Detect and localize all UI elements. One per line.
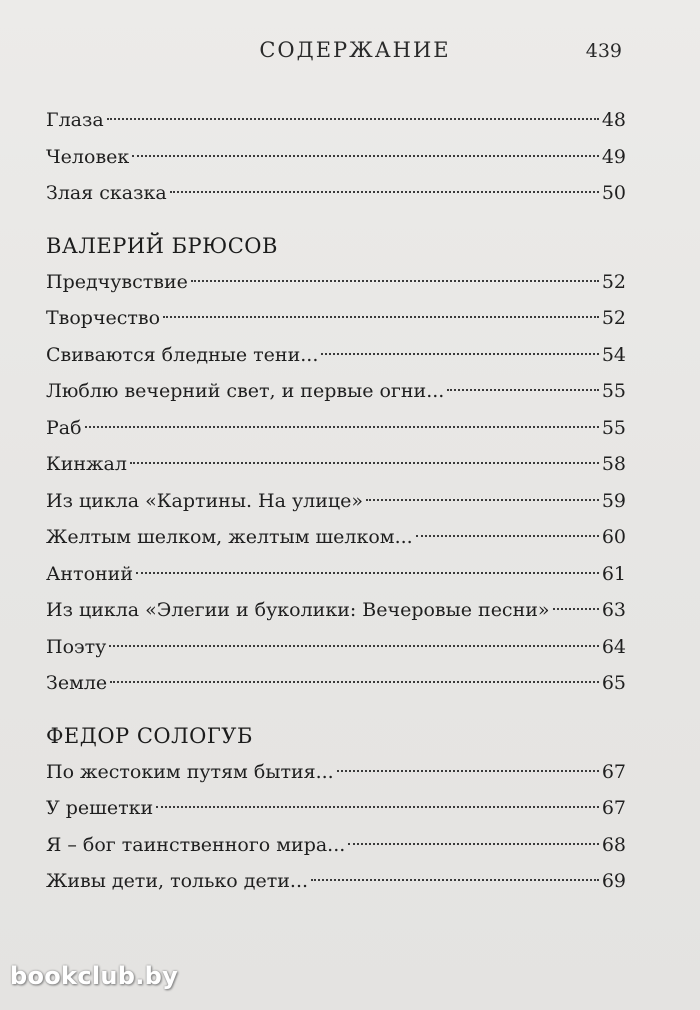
entry-page-number: 67: [601, 760, 626, 783]
entry-title: Творчество: [46, 307, 161, 329]
dot-leader: [366, 499, 599, 501]
entry-page-number: 52: [601, 307, 626, 329]
section-heading: ФЕДОР СОЛОГУБ: [46, 723, 253, 748]
page-title: СОДЕРЖАНИЕ: [259, 38, 451, 62]
dot-leader: [156, 806, 599, 808]
entry-page-number: 55: [601, 416, 626, 439]
dot-leader: [107, 118, 599, 120]
entry-title: У решетки: [46, 797, 154, 819]
toc-entry: [46, 754, 626, 791]
toc-entry: [46, 863, 626, 900]
entry-page-number: 63: [601, 599, 626, 621]
dot-leader: [110, 681, 599, 683]
dot-leader: [163, 316, 599, 318]
dot-leader: [170, 191, 599, 193]
toc-entry: [46, 592, 626, 629]
dot-leader: [447, 389, 598, 391]
toc-entry: [46, 373, 626, 410]
toc-entry: [46, 556, 626, 593]
entry-page-number: 48: [601, 109, 626, 131]
entry-title: Раб: [46, 416, 82, 439]
entry-page-number: 67: [601, 797, 626, 819]
toc-entry: [46, 665, 626, 702]
entry-title: Человек: [46, 145, 130, 168]
entry-page-number: 52: [601, 270, 626, 293]
toc-section: [46, 718, 626, 900]
entry-page-number: 69: [601, 870, 626, 892]
entry-page-number: 65: [601, 672, 626, 694]
entry-page-number: 60: [601, 526, 626, 548]
dot-leader: [311, 879, 599, 881]
toc-entry: [46, 410, 626, 447]
entry-title: Из цикла «Элегии и буколики: Вечеровые песни»: [46, 599, 550, 621]
entry-title: Земле: [46, 672, 108, 694]
toc-entry: [46, 264, 626, 301]
entry-title: Поэту: [46, 635, 107, 658]
entry-title: По жестоким путям бытия...: [46, 760, 334, 783]
entry-title: Антоний: [46, 562, 133, 585]
toc-entry: [46, 790, 626, 827]
entry-title: Глаза: [46, 109, 104, 131]
entry-title: Из цикла «Картины. На улице»: [46, 489, 363, 512]
entry-page-number: 55: [601, 380, 626, 402]
toc-entry: [46, 629, 626, 666]
dot-leader: [321, 353, 598, 355]
toc-entry: [46, 175, 626, 212]
toc-entry: [46, 483, 626, 520]
dot-leader: [553, 608, 599, 610]
dot-leader: [348, 843, 599, 845]
entry-title: Предчувствие: [46, 270, 188, 293]
page-number: 439: [585, 40, 622, 62]
dot-leader: [132, 155, 599, 157]
toc-entry: [46, 446, 626, 483]
dot-leader: [109, 645, 598, 647]
entry-page-number: 68: [601, 833, 626, 856]
dot-leader: [337, 770, 599, 772]
toc-entry: [46, 139, 626, 176]
entry-title: Я – бог таинственного мира...: [46, 833, 346, 856]
table-of-contents: [46, 102, 626, 900]
entry-title: Желтым шелком, желтым шелком...: [46, 526, 413, 548]
toc-entry: [46, 102, 626, 139]
entry-title: Кинжал: [46, 453, 127, 475]
dot-leader: [85, 426, 599, 428]
dot-leader: [191, 280, 599, 282]
watermark: bookclub.by: [10, 962, 179, 990]
entry-title: Живы дети, только дети...: [46, 870, 309, 892]
entry-page-number: 64: [601, 635, 626, 658]
entry-page-number: 59: [601, 489, 626, 512]
entry-title: Люблю вечерний свет, и первые огни...: [46, 380, 445, 402]
dot-leader: [416, 535, 599, 537]
dot-leader: [136, 572, 599, 574]
entry-title: Злая сказка: [46, 182, 167, 204]
toc-section: [46, 228, 626, 702]
running-head: [0, 38, 700, 72]
toc-entry: [46, 519, 626, 556]
toc-entry: [46, 300, 626, 337]
entry-title: Свиваются бледные тени...: [46, 343, 319, 366]
entry-page-number: 54: [601, 343, 626, 366]
entry-page-number: 50: [601, 182, 626, 204]
entry-page-number: 61: [601, 562, 626, 585]
section-heading: ВАЛЕРИЙ БРЮСОВ: [46, 233, 278, 258]
toc-section: [46, 102, 626, 212]
toc-entry: [46, 337, 626, 374]
entry-page-number: 58: [601, 453, 626, 475]
toc-entry: [46, 827, 626, 864]
dot-leader: [130, 462, 599, 464]
entry-page-number: 49: [601, 145, 626, 168]
